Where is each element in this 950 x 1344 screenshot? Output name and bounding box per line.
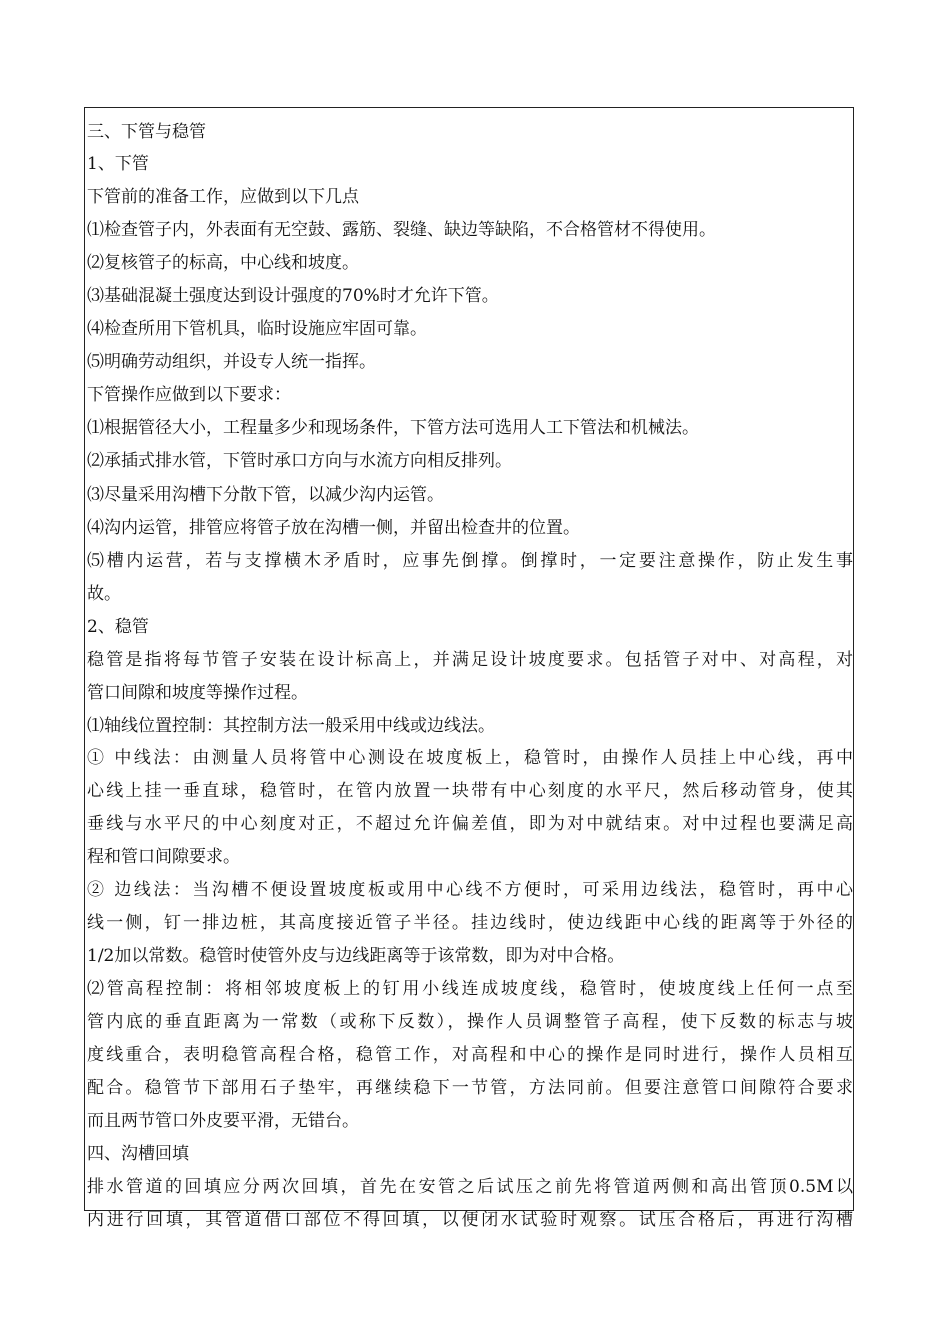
text-line: ⑴轴线位置控制：其控制方法一般采用中线或边线法。 [87,716,495,736]
text-line: 管内底的垂直距离为一常数（或称下反数），操作人员调整管子高程，使下反数的标志与坡 [87,1012,853,1032]
text-line: 垂线与水平尺的中心刻度对正，不超过允许偏差值，即为对中就结束。对中过程也要满足高 [87,814,853,834]
text-line: 2、稳管 [87,617,149,637]
text-line: 内进行回填，其管道借口部位不得回填，以便闭水试验时观察。试压合格后，再进行沟槽 [87,1210,853,1230]
text-line: 排水管道的回填应分两次回填，首先在安管之后试压之前先将管道两侧和高出管顶0.5M以 [87,1177,853,1197]
text-line: ⑵复核管子的标高，中心线和坡度。 [87,253,359,273]
text-line: 心线上挂一垂直球，稳管时，在管内放置一块带有中心刻度的水平尺，然后移动管身，使其 [87,781,853,801]
document-frame [84,107,854,1230]
text-line: ⑵管高程控制：将相邻坡度板上的钉用小线连成坡度线，稳管时，使坡度线上任何一点至 [87,979,853,999]
text-line: ② 边线法：当沟槽不便设置坡度板或用中心线不方便时，可采用边线法，稳管时，再中心 [87,880,853,900]
text-line: ⑶尽量采用沟槽下分散下管，以减少沟内运管。 [87,485,444,505]
text-line: 而且两节管口外皮要平滑，无错台。 [87,1111,359,1131]
text-line: 度线重合，表明稳管高程合格，稳管工作，对高程和中心的操作是同时进行，操作人员相互 [87,1045,853,1065]
text-line: 1、下管 [87,154,149,174]
text-line: 三、下管与稳管 [87,122,206,142]
text-line: 稳管是指将每节管子安装在设计标高上，并满足设计坡度要求。包括管子对中、对高程，对 [87,650,853,670]
text-line: ⑴根据管径大小，工程量多少和现场条件，下管方法可选用人工下管法和机械法。 [87,418,699,438]
text-line: ⑶基础混凝土强度达到设计强度的70%时才允许下管。 [87,286,499,306]
text-line: ⑷沟内运管，排管应将管子放在沟槽一侧，并留出检查井的位置。 [87,518,580,538]
text-line: ⑸明确劳动组织，并设专人统一指挥。 [87,352,376,372]
text-line: 故。 [87,584,121,604]
text-line: 线一侧，钉一排边桩，其高度接近管子半径。挂边线时，使边线距中心线的距离等于外径的 [87,913,853,933]
text-line: 管口间隙和坡度等操作过程。 [87,683,308,703]
text-line: 程和管口间隙要求。 [87,847,240,867]
text-line: ⑷检查所用下管机具，临时设施应牢固可靠。 [87,319,427,339]
text-line: ⑴检查管子内，外表面有无空鼓、露筋、裂缝、缺边等缺陷，不合格管材不得使用。 [87,220,716,240]
text-line: 配合。稳管节下部用石子垫牢，再继续稳下一节管，方法同前。但要注意管口间隙符合要求 [87,1078,853,1098]
text-line: ⑵承插式排水管，下管时承口方向与水流方向相反排列。 [87,451,512,471]
text-line: 1/2加以常数。稳管时使管外皮与边线距离等于该常数，即为对中合格。 [87,946,625,966]
text-line: 四、沟槽回填 [87,1144,189,1164]
text-line: 下管操作应做到以下要求： [87,385,291,405]
text-line: 下管前的准备工作，应做到以下几点 [87,187,359,207]
text-line: ⑸槽内运营，若与支撑横木矛盾时，应事先倒撑。倒撑时，一定要注意操作，防止发生事 [87,551,853,571]
text-line: ① 中线法：由测量人员将管中心测设在坡度板上，稳管时，由操作人员挂上中心线，再中 [87,748,853,768]
